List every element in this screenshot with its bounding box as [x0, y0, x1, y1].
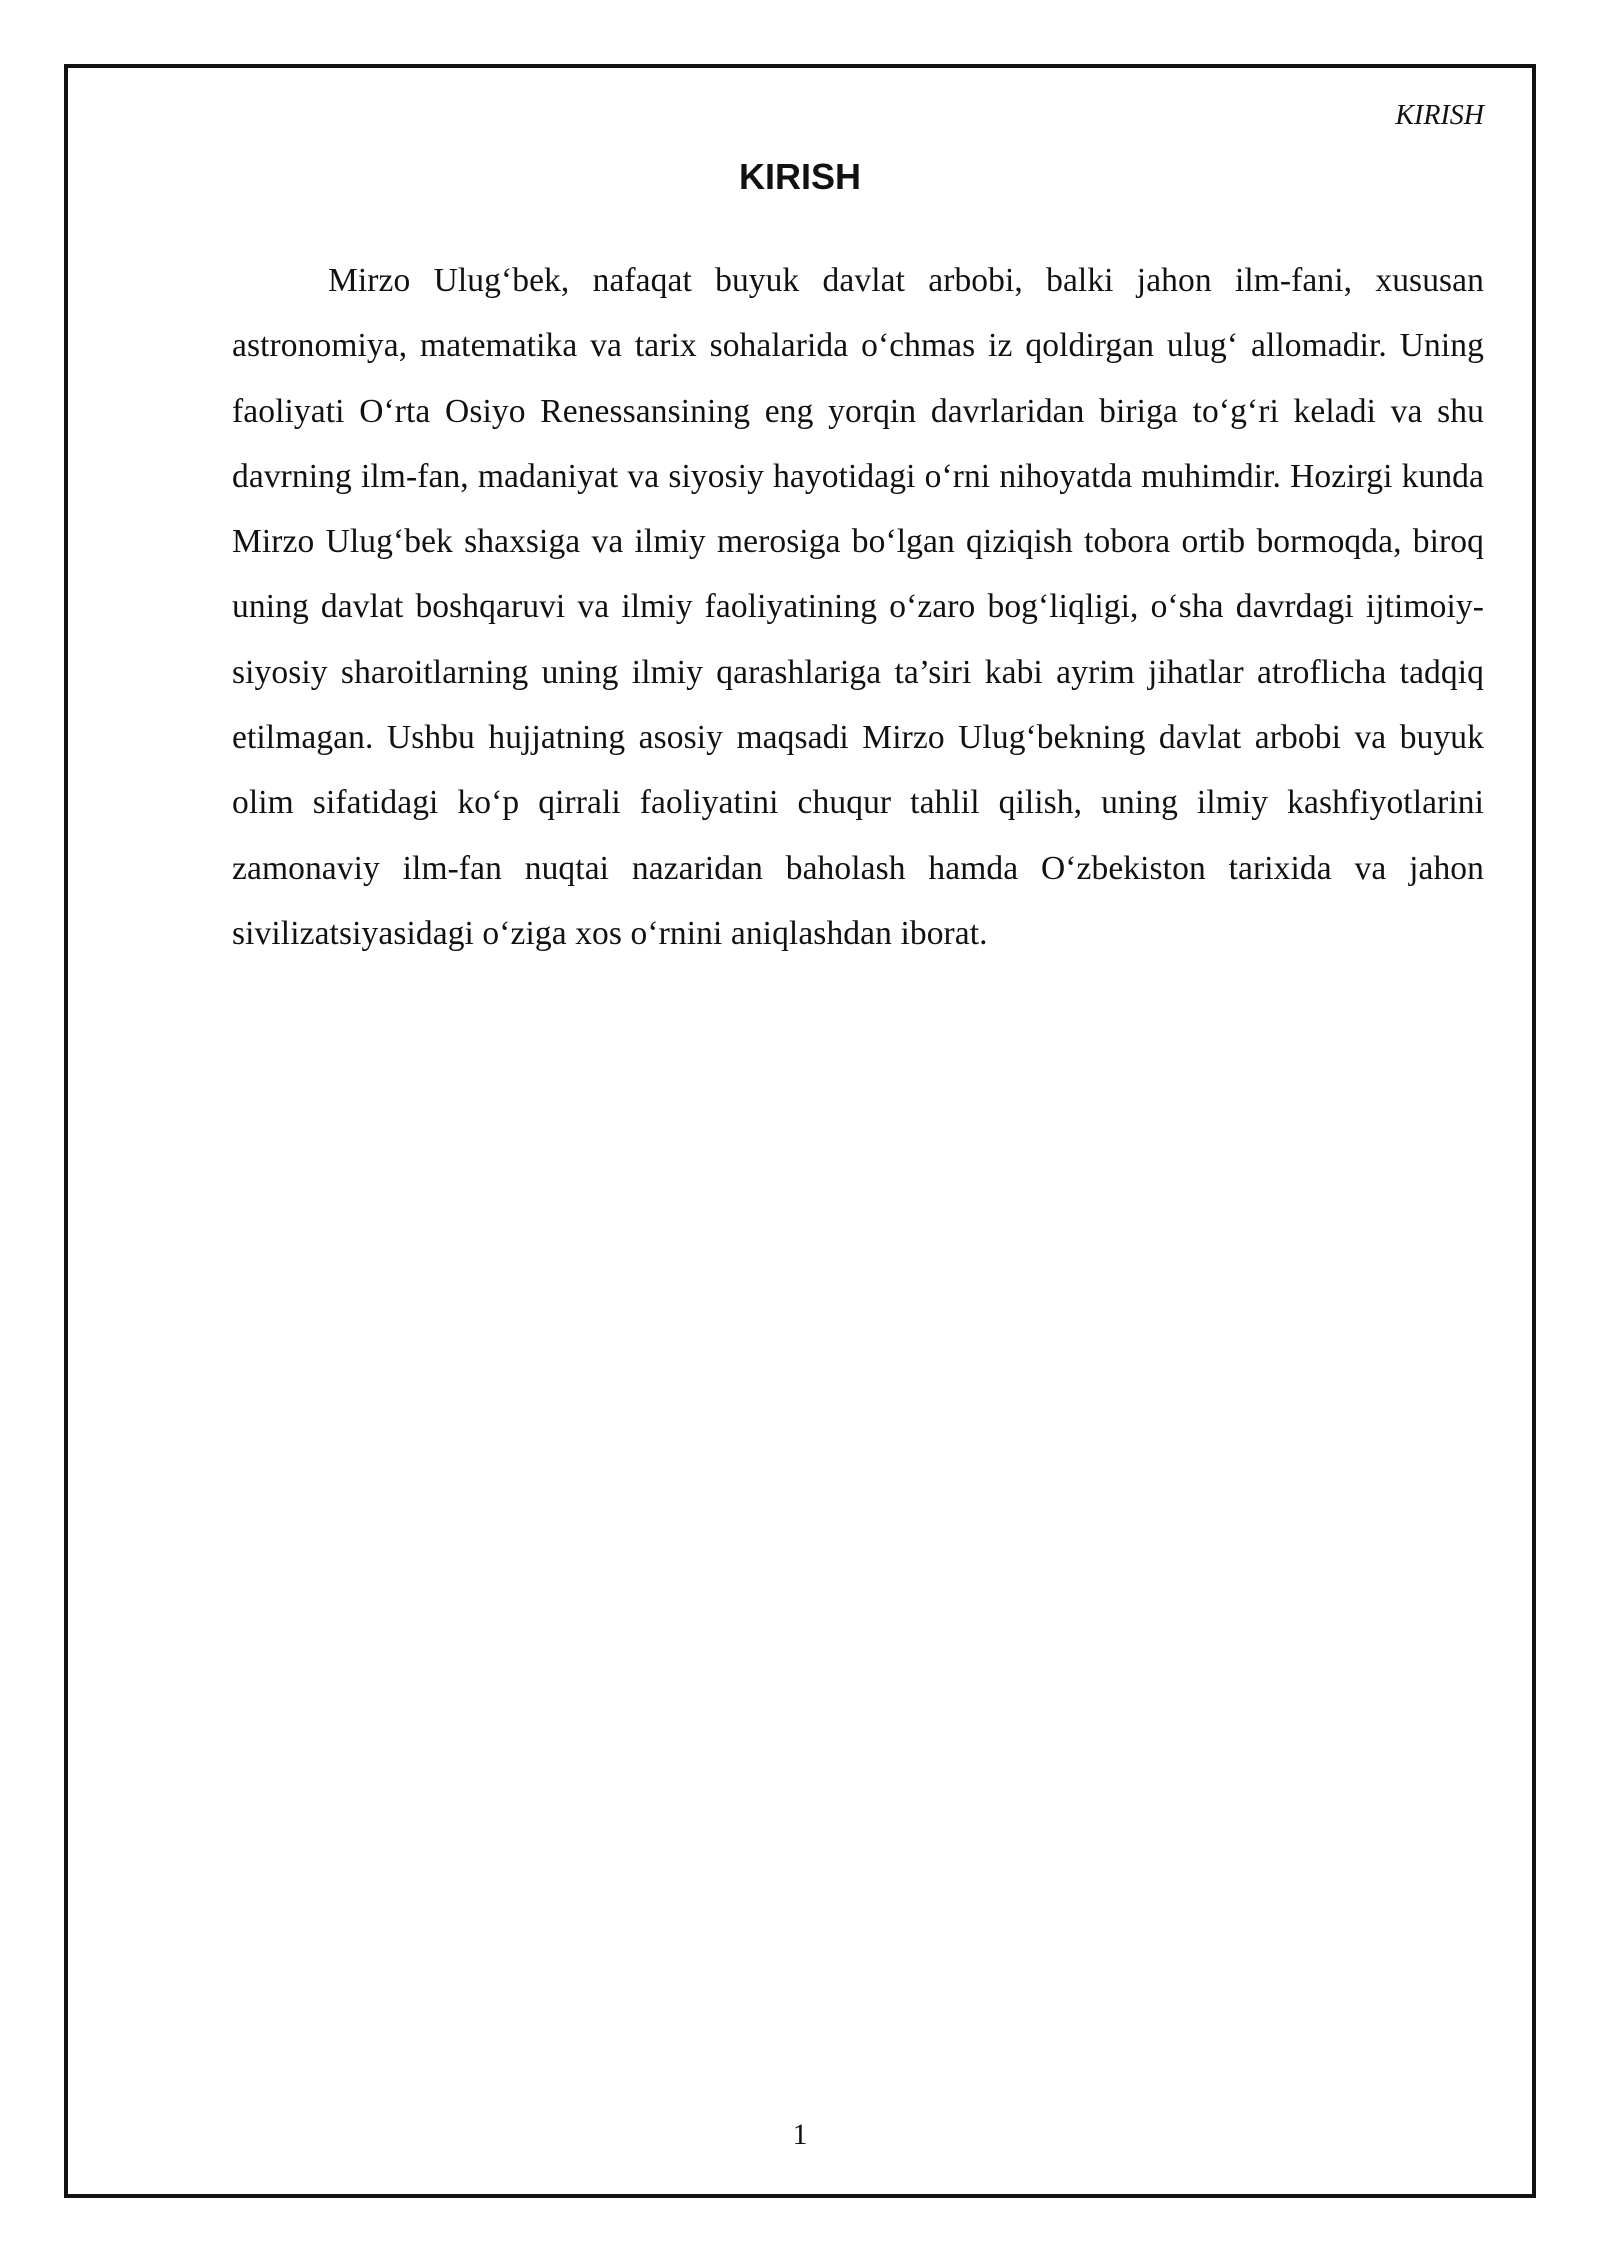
- body-paragraph: Mirzo Ulug‘bek, nafaqat buyuk davlat arbobi, balki jahon ilm-fani, xususan astronomiya, matematika va tarix sohalarida o‘chmas iz qoldirgan ulug‘ allomadir. Uning faoliyati O‘rta Osiyo Renessansining eng yorqin davrlaridan biriga to‘g‘ri keladi va shu davrning ilm-fan, madaniyat va siyosiy hayotidagi o‘rni nihoyatda muhimdir. Hozirgi kunda Mirzo Ulug‘bek shaxsiga va ilmiy merosiga bo‘lgan qiziqish tobora ortib bormoqda, biroq uning davlat boshqaruvi va ilmiy faoliyatining o‘zaro bog‘liqligi, o‘sha davrdagi ijtimoiy-siyosiy sharoitlarning uning ilmiy qarashlariga ta’siri kabi ayrim jihatlar atroflicha tadqiq etilmagan. Ushbu hujjatning asosiy maqsadi Mirzo Ulug‘bekning davlat arbobi va buyuk olim sifatidagi ko‘p qirrali faoliyatini chuqur tahlil qilish, uning ilmiy kashfiyotlarini zamonaviy ilm-fan nuqtai nazaridan baholash hamda O‘zbekiston tarixida va jahon sivilizatsiyasidagi o‘ziga xos o‘rnini aniqlashdan iborat.: [232, 262, 1484, 952]
- page-number: 1: [792, 2118, 808, 2151]
- page-title: KIRISH: [738, 156, 861, 197]
- page-border: [64, 64, 1536, 2198]
- running-header: KIRISH: [1395, 100, 1484, 131]
